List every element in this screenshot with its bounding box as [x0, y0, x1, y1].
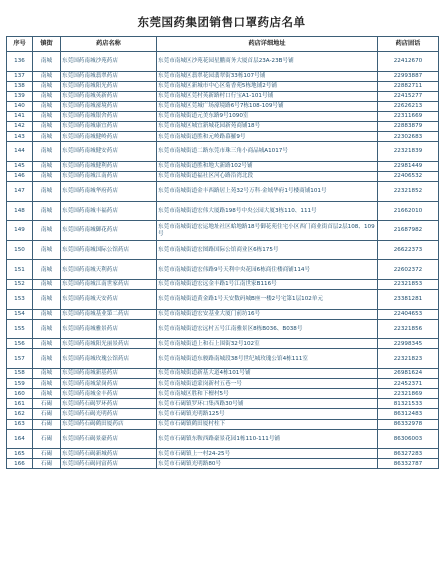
cell-no: 160 [7, 389, 33, 399]
cell-town: 南城 [33, 369, 61, 379]
cell-no: 166 [7, 459, 33, 469]
cell-address: 东莞市南城区新城市中心区菊香苑5栋地铺2号铺 [157, 81, 378, 91]
cell-address: 东莞市石碣镇光明路125号 [157, 409, 378, 419]
cell-town: 石碣 [33, 449, 61, 459]
cell-town: 石碣 [33, 419, 61, 429]
table-row [7, 429, 439, 449]
cell-no: 163 [7, 419, 33, 429]
cell-name: 东莞国药南城天利药店 [61, 260, 157, 280]
cell-name: 东莞国药石碣景豪药店 [61, 429, 157, 449]
cell-name: 东莞国药南城御花药店 [61, 221, 157, 241]
table-row [7, 182, 439, 202]
cell-address: 东莞市南城街道宏远村五号江南雅景区8栋B036、B038号 [157, 319, 378, 339]
cell-name: 东莞国药南城银舍药店 [61, 111, 157, 121]
cell-phone: 86312483 [378, 409, 439, 419]
cell-phone: 22626213 [378, 101, 439, 111]
cell-no: 139 [7, 91, 33, 101]
cell-no: 156 [7, 339, 33, 349]
cell-address: 东莞市石碣镇鹤田厦村柱下 [157, 419, 378, 429]
cell-town: 南城 [33, 221, 61, 241]
header-name: 药店名称 [61, 37, 157, 52]
cell-address: 东莞市南城街道宏运地址社区蛤地路18号御花苑住宅小区西门商业街首层2层108、109号 [157, 221, 378, 241]
cell-name: 东莞国药南城蒙岗药店 [61, 379, 157, 389]
cell-no: 144 [7, 142, 33, 162]
table-row [7, 142, 439, 162]
table-body [7, 52, 439, 469]
cell-no: 153 [7, 290, 33, 310]
header-town: 镇街 [33, 37, 61, 52]
cell-no: 136 [7, 52, 33, 72]
cell-address: 东莞市南城街道福社区河心路沿湾北段 [157, 171, 378, 181]
cell-address: 东莞市南城街道东骏路南城段38号世纪城玫瑰公馆4栋111室 [157, 349, 378, 369]
cell-name: 东莞国药南城华府药店 [61, 182, 157, 202]
table-row [7, 379, 439, 389]
cell-phone: 22452371 [378, 379, 439, 389]
table-row [7, 409, 439, 419]
cell-name: 东莞国药南城健安药店 [61, 142, 157, 162]
cell-town: 南城 [33, 280, 61, 290]
header-row [7, 37, 439, 52]
cell-town: 南城 [33, 101, 61, 111]
cell-town: 南城 [33, 379, 61, 389]
cell-address: 东莞市南城街道元美东路9号1090室 [157, 111, 378, 121]
cell-name: 东莞国药南城英新药店 [61, 91, 157, 101]
cell-no: 162 [7, 409, 33, 419]
cell-no: 151 [7, 260, 33, 280]
cell-address: 东莞市南城区城宜新城花园新苑商铺18号 [157, 122, 378, 132]
cell-phone: 22321869 [378, 389, 439, 399]
pharmacy-table [6, 36, 439, 469]
cell-address: 东莞市石碣镇光明路80号 [157, 459, 378, 469]
cell-no: 164 [7, 429, 33, 449]
cell-phone: 22321853 [378, 280, 439, 290]
cell-phone: 22883879 [378, 122, 439, 132]
header-phone: 药店固话 [378, 37, 439, 52]
table-row [7, 132, 439, 142]
cell-name: 东莞国药石碣罗环药店 [61, 399, 157, 409]
cell-phone: 22321852 [378, 182, 439, 202]
cell-town: 南城 [33, 240, 61, 260]
cell-address: 东莞市南城街道上和石上围街32号102室 [157, 339, 378, 349]
table-row [7, 260, 439, 280]
cell-phone: 22321823 [378, 349, 439, 369]
table-row [7, 459, 439, 469]
cell-name: 东莞国药南城阳光药店 [61, 81, 157, 91]
cell-name: 东莞国药南城基业第二药店 [61, 309, 157, 319]
cell-no: 165 [7, 449, 33, 459]
cell-town: 石碣 [33, 429, 61, 449]
table-row [7, 399, 439, 409]
cell-name: 东莞国药南城健利药店 [61, 161, 157, 171]
cell-no: 137 [7, 71, 33, 81]
cell-address: 东莞市南城街道胜和地大新路102号铺 [157, 161, 378, 171]
cell-no: 145 [7, 161, 33, 171]
cell-no: 154 [7, 309, 33, 319]
table-row [7, 389, 439, 399]
table-row [7, 369, 439, 379]
cell-town: 南城 [33, 161, 61, 171]
cell-town: 南城 [33, 171, 61, 181]
cell-name: 东莞国药南城沙苑药店 [61, 52, 157, 72]
cell-town: 南城 [33, 182, 61, 202]
cell-name: 东莞国药南城丰福药店 [61, 201, 157, 221]
cell-address: 东莞市南城区沙苑花园星鹏商务大厦首层23A-23B号铺 [157, 52, 378, 72]
cell-town: 南城 [33, 389, 61, 399]
cell-town: 南城 [33, 339, 61, 349]
cell-address: 东莞市南城街道宏远金丰路1号江南世家B116号 [157, 280, 378, 290]
table-row [7, 201, 439, 221]
cell-town: 南城 [33, 142, 61, 162]
cell-phone: 81321533 [378, 399, 439, 409]
cell-phone: 22981449 [378, 161, 439, 171]
table-row [7, 349, 439, 369]
cell-town: 石碣 [33, 409, 61, 419]
cell-address: 东莞市南城街道二路东莞市珠三角小商品城A1017号 [157, 142, 378, 162]
cell-name: 东莞国药石碣同富药店 [61, 459, 157, 469]
table-row [7, 339, 439, 349]
cell-no: 159 [7, 379, 33, 389]
cell-address: 东莞市南城街道蒙岗新村五巷一号 [157, 379, 378, 389]
table-row [7, 419, 439, 429]
cell-phone: 22412670 [378, 52, 439, 72]
cell-phone: 86332787 [378, 459, 439, 469]
cell-phone: 22321839 [378, 142, 439, 162]
cell-town: 南城 [33, 122, 61, 132]
cell-name: 东莞国药南城健岭药店 [61, 132, 157, 142]
cell-address: 东莞市南城街道宏伟路9号天利中央花园6栋商住楼商铺114号 [157, 260, 378, 280]
table-row [7, 111, 439, 121]
cell-phone: 26981624 [378, 369, 439, 379]
cell-name: 东莞国药南城金丰药店 [61, 389, 157, 399]
cell-no: 141 [7, 111, 33, 121]
table-row [7, 52, 439, 72]
cell-address: 东莞市南城区翡翠花园翡翠街33栋107号铺 [157, 71, 378, 81]
table-row [7, 161, 439, 171]
header-address: 药店详细地址 [157, 37, 378, 52]
header-no: 序号 [7, 37, 33, 52]
cell-phone: 22602372 [378, 260, 439, 280]
cell-no: 157 [7, 349, 33, 369]
cell-phone: 21662010 [378, 201, 439, 221]
cell-address: 东莞市南城街道宏安基业大厦门前坊16号 [157, 309, 378, 319]
table-row [7, 171, 439, 181]
table-row [7, 319, 439, 339]
cell-address: 东莞市石碣镇东鞍西路豪景花园1栋110-111号铺 [157, 429, 378, 449]
cell-phone: 22993887 [378, 71, 439, 81]
table-row [7, 221, 439, 241]
cell-name: 东莞国药南城江南药店 [61, 171, 157, 181]
cell-name: 东莞国药石碣新城药店 [61, 449, 157, 459]
table-row [7, 240, 439, 260]
cell-phone: 22321856 [378, 319, 439, 339]
table-row [7, 91, 439, 101]
cell-phone: 22415277 [378, 91, 439, 101]
cell-name: 东莞国药南城天安药店 [61, 290, 157, 310]
cell-phone: 86306003 [378, 429, 439, 449]
cell-address: 东莞市南城区莞村英新路村口行宝A1-101号铺 [157, 91, 378, 101]
cell-town: 南城 [33, 290, 61, 310]
cell-town: 南城 [33, 260, 61, 280]
table-row [7, 122, 439, 132]
cell-address: 东莞市南城街道宏伟大厦路198号中央公园大厦3栋110、111号 [157, 201, 378, 221]
cell-address: 东莞市南城街道胜和元岭路幕羅9号 [157, 132, 378, 142]
cell-no: 143 [7, 132, 33, 142]
page-title: 东莞国药集团销售口罩药店名单 [137, 15, 306, 29]
cell-name: 东莞国药南城濠境药店 [61, 101, 157, 111]
cell-name: 东莞国药南城阳光丽景药店 [61, 339, 157, 349]
cell-town: 南城 [33, 111, 61, 121]
cell-phone: 22404653 [378, 309, 439, 319]
cell-address: 东莞市南城区莞城广场濠境路6号7栋108-109号铺 [157, 101, 378, 111]
cell-address: 东莞市南城街道金丰西路居上苑32号万科·金域华府1号楼商铺101号 [157, 182, 378, 202]
cell-town: 南城 [33, 91, 61, 101]
cell-phone: 86327283 [378, 449, 439, 459]
cell-address: 东莞市南城区胜和下檀村5号 [157, 389, 378, 399]
cell-phone: 26622373 [378, 240, 439, 260]
cell-no: 146 [7, 171, 33, 181]
cell-town: 石碣 [33, 459, 61, 469]
cell-no: 152 [7, 280, 33, 290]
cell-no: 155 [7, 319, 33, 339]
cell-name: 东莞国药石碣光明药店 [61, 409, 157, 419]
cell-phone: 22302683 [378, 132, 439, 142]
cell-town: 南城 [33, 71, 61, 81]
cell-town: 石碣 [33, 399, 61, 409]
cell-phone: 22882711 [378, 81, 439, 91]
cell-address: 东莞市南城街道宏图路国际公馆商业区6栋175号 [157, 240, 378, 260]
cell-no: 161 [7, 399, 33, 409]
cell-phone: 21687982 [378, 221, 439, 241]
table-row [7, 71, 439, 81]
cell-no: 142 [7, 122, 33, 132]
cell-address: 东莞市南城街道新基大道4栋101号铺 [157, 369, 378, 379]
cell-phone: 22406532 [378, 171, 439, 181]
cell-address: 东莞市南城街道黄金路1号天安数码城B座一楼2号宅第1层102单元 [157, 290, 378, 310]
cell-no: 140 [7, 101, 33, 111]
cell-address: 东莞市石碣镇罗环口集西路30号铺 [157, 399, 378, 409]
cell-name: 东莞国药南城康宜药店 [61, 122, 157, 132]
cell-no: 149 [7, 221, 33, 241]
cell-name: 东莞国药南城国际公馆药店 [61, 240, 157, 260]
cell-address: 东莞市石碣镇上一村24-25号 [157, 449, 378, 459]
table-row [7, 101, 439, 111]
cell-name: 东莞国药南城玫瑰公馆药店 [61, 349, 157, 369]
table-row [7, 81, 439, 91]
cell-name: 东莞国药南城翡翠药店 [61, 71, 157, 81]
cell-phone: 22311669 [378, 111, 439, 121]
cell-town: 南城 [33, 349, 61, 369]
cell-name: 东莞国药南城江南世家药店 [61, 280, 157, 290]
cell-no: 158 [7, 369, 33, 379]
cell-town: 南城 [33, 132, 61, 142]
cell-no: 150 [7, 240, 33, 260]
cell-name: 东莞国药南城雅景药店 [61, 319, 157, 339]
cell-no: 148 [7, 201, 33, 221]
cell-phone: 23381281 [378, 290, 439, 310]
cell-town: 南城 [33, 52, 61, 72]
cell-name: 东莞国药南城新基药店 [61, 369, 157, 379]
table-row [7, 280, 439, 290]
cell-town: 南城 [33, 201, 61, 221]
cell-no: 147 [7, 182, 33, 202]
cell-town: 南城 [33, 319, 61, 339]
cell-town: 南城 [33, 309, 61, 319]
cell-phone: 22998345 [378, 339, 439, 349]
table-row [7, 309, 439, 319]
cell-name: 东莞国药石碣鹤田厦药店 [61, 419, 157, 429]
table-row [7, 449, 439, 459]
cell-town: 南城 [33, 81, 61, 91]
table-row [7, 290, 439, 310]
cell-no: 138 [7, 81, 33, 91]
cell-phone: 86332978 [378, 419, 439, 429]
